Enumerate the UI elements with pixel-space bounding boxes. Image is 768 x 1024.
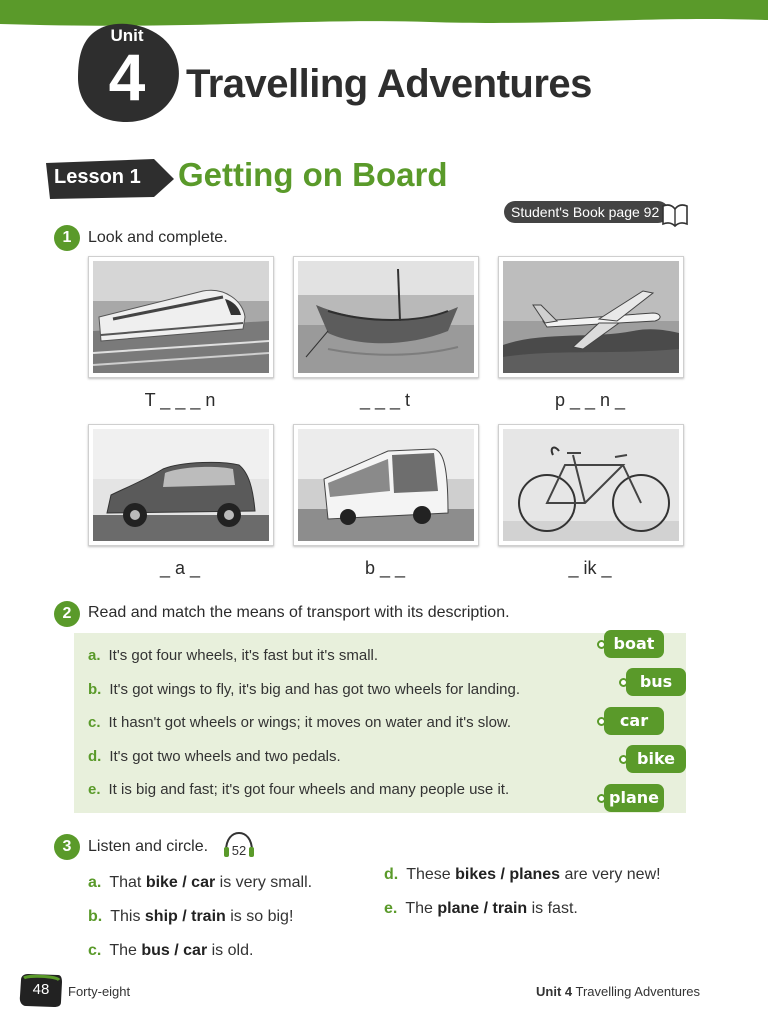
item-pre: That [109, 874, 146, 891]
sentence-a [88, 647, 378, 664]
open-book-icon [660, 200, 690, 228]
caption-plane: p _ _ n _ [554, 390, 626, 410]
exercise-1-instruction: Look and complete. [88, 229, 228, 246]
lesson-label: Lesson 1 [54, 166, 141, 188]
listen-item-d [384, 866, 661, 884]
tag-bus[interactable]: bus [626, 668, 686, 696]
page-number: 48 [32, 981, 50, 998]
footer-unit-reference [536, 984, 700, 999]
item-letter: c. [88, 942, 102, 959]
sentence-text: It's got two wheels and two pedals. [109, 748, 341, 765]
page-word: Forty-eight [68, 984, 131, 999]
bike-image [503, 429, 679, 541]
unit-number: 4 [108, 40, 146, 114]
sentence-text: It's got four wheels, it's fast but it's small. [108, 647, 379, 664]
exercise-3-number: 3 [54, 834, 80, 860]
item-letter: a. [88, 874, 102, 891]
unit-title: Travelling Adventures [186, 62, 592, 106]
bus-image [298, 429, 474, 541]
lesson-title: Getting on Board [178, 156, 448, 193]
item-post: are very new! [560, 866, 661, 883]
tag-bike[interactable]: bike [626, 745, 686, 773]
headphones-icon [222, 829, 256, 861]
exercise-2-instruction: Read and match the means of transport with its description. [88, 604, 510, 621]
tag-plane[interactable]: plane [604, 784, 664, 812]
item-choice[interactable]: bikes / planes [455, 866, 561, 883]
item-post: is old. [207, 942, 254, 959]
sentence-letter: c. [88, 714, 101, 731]
listen-item-e [384, 900, 578, 918]
sentence-text: It hasn't got wheels or wings; it moves on water and it's slow. [108, 714, 512, 731]
item-post: is fast. [527, 900, 578, 917]
footer-unit-label: Unit 4 [536, 984, 573, 999]
item-choice[interactable]: bike / car [145, 874, 216, 891]
sentence-text: It's got wings to fly, it's big and has got two wheels for landing. [109, 681, 521, 698]
item-post: is so big! [225, 908, 294, 925]
students-book-reference: Student's Book page 92 [504, 201, 669, 223]
item-letter: b. [88, 908, 103, 925]
train-image [93, 261, 269, 373]
listen-item-a [88, 874, 312, 892]
item-choice[interactable]: ship / train [144, 908, 226, 925]
caption-car: _ a _ [159, 558, 201, 578]
exercise-3-instruction: Listen and circle. [88, 838, 209, 855]
car-image [93, 429, 269, 541]
plane-image [503, 261, 679, 373]
sentence-letter: e. [88, 781, 101, 798]
bike-photo [498, 424, 684, 546]
bus-photo [293, 424, 479, 546]
item-pre: These [406, 866, 456, 883]
plane-photo [498, 256, 684, 378]
item-pre: The [109, 942, 142, 959]
listen-item-c [88, 942, 253, 960]
train-photo [88, 256, 274, 378]
item-choice[interactable]: bus / car [141, 942, 208, 959]
tag-hole-icon [597, 717, 606, 726]
caption-boat: _ _ _ t [359, 390, 411, 410]
listen-item-b [88, 908, 293, 926]
item-pre: The [405, 900, 438, 917]
item-letter: d. [384, 866, 399, 883]
sentence-d [88, 748, 341, 765]
caption-bus: b _ _ [364, 558, 406, 578]
tag-hole-icon [619, 755, 628, 764]
item-letter: e. [384, 900, 398, 917]
tag-hole-icon [619, 678, 628, 687]
tag-boat[interactable]: boat [604, 630, 664, 658]
track-number: 52 [231, 843, 247, 858]
caption-train: T _ _ _ n [144, 390, 216, 410]
sentence-letter: b. [88, 681, 102, 698]
item-choice[interactable]: plane / train [437, 900, 528, 917]
unit-word: Unit [110, 26, 144, 45]
boat-photo [293, 256, 479, 378]
sentence-e [88, 781, 509, 798]
sentence-letter: d. [88, 748, 102, 765]
exercise-2-number: 2 [54, 601, 80, 627]
item-pre: This [110, 908, 145, 925]
car-photo [88, 424, 274, 546]
sentence-b [88, 681, 520, 698]
sentence-text: It is big and fast; it's got four wheels and many people use it. [108, 781, 510, 798]
tag-hole-icon [597, 794, 606, 803]
sentence-letter: a. [88, 647, 101, 664]
boat-image [298, 261, 474, 373]
exercise-1-number: 1 [54, 225, 80, 251]
footer-unit-name: Travelling Adventures [572, 984, 701, 999]
item-post: is very small. [215, 874, 313, 891]
sentence-c [88, 714, 511, 731]
tag-hole-icon [597, 640, 606, 649]
tag-car[interactable]: car [604, 707, 664, 735]
caption-bike: _ ik _ [568, 558, 612, 578]
